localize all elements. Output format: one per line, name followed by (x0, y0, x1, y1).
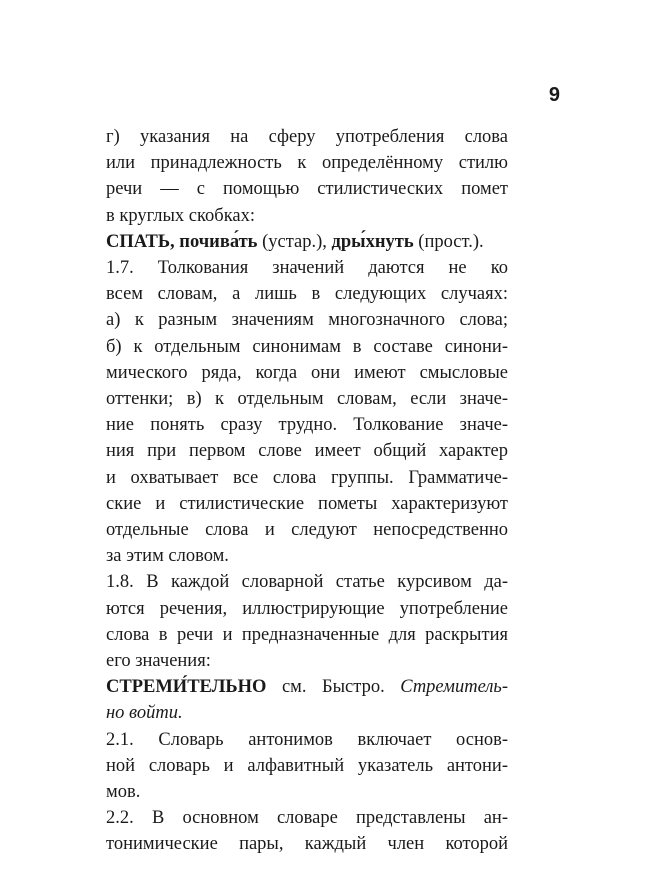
text-line: за этим словом. (106, 546, 229, 567)
text-line: речи — с помощью стилистических помет (106, 179, 508, 200)
dictionary-example-stremitelno (106, 674, 508, 700)
text-line: 2.1. Словарь антонимов включает основ- (106, 729, 508, 750)
text-line: его значения: (106, 651, 211, 672)
text-line: ские и стилистические пометы характеризуют (106, 493, 508, 514)
page-body-text (106, 124, 508, 858)
text-line (106, 700, 508, 726)
text-line: мического ряда, когда они имеют смысловые (106, 362, 508, 383)
text-line: тонимические пары, каждый член которой (106, 834, 508, 855)
dictionary-example-spat (106, 229, 508, 255)
headword: СТРЕМИ́ТЕЛЬНО (106, 677, 267, 698)
page-number: 9 (548, 84, 560, 106)
text-line: всем словам, а лишь в следующих случаях: (106, 284, 508, 305)
usage-note: (прост.). (413, 231, 484, 252)
text-line: 1.7. Толкования значений даются не ко (106, 258, 508, 279)
text-line: ние понять сразу трудно. Толкование значе- (106, 415, 508, 436)
text-line: в круглых скобках: (106, 205, 256, 226)
text-line: ния при первом слове имеет общий характер (106, 441, 508, 462)
text-line: а) к разным значениям многозначного слова; (106, 310, 508, 331)
text-line: г) указания на сферу употребления слова (106, 127, 508, 147)
usage-example: Стремитель- (400, 677, 508, 698)
text-line: оттенки; в) к отдельным словам, если значе- (106, 389, 508, 410)
cross-reference: см. Быстро. (266, 677, 401, 698)
usage-note: (устар.), (257, 231, 332, 252)
usage-example: но войти. (106, 703, 183, 724)
headword: дры́хнуть (331, 231, 414, 252)
text-line: и охватывает все слова группы. Грамматиче- (106, 467, 508, 488)
text-line: отдельные слова и следуют непосредственно (106, 520, 508, 541)
text-line: слова в речи и предназначенные для раскрытия (106, 624, 508, 645)
text-line: или принадлежность к определённому стилю (106, 153, 508, 174)
headword: СПАТЬ, почива́ть (106, 231, 258, 252)
text-line: ются речения, иллюстрирующие употребление (106, 598, 508, 619)
text-line: б) к отдельным синонимам в составе синони- (106, 336, 508, 357)
text-line: мов. (106, 782, 141, 803)
text-line: 2.2. В основном словаре представлены ан- (106, 808, 508, 829)
text-line: ной словарь и алфавитный указатель антони- (106, 755, 508, 776)
text-line: 1.8. В каждой словарной статье курсивом да- (106, 572, 508, 593)
